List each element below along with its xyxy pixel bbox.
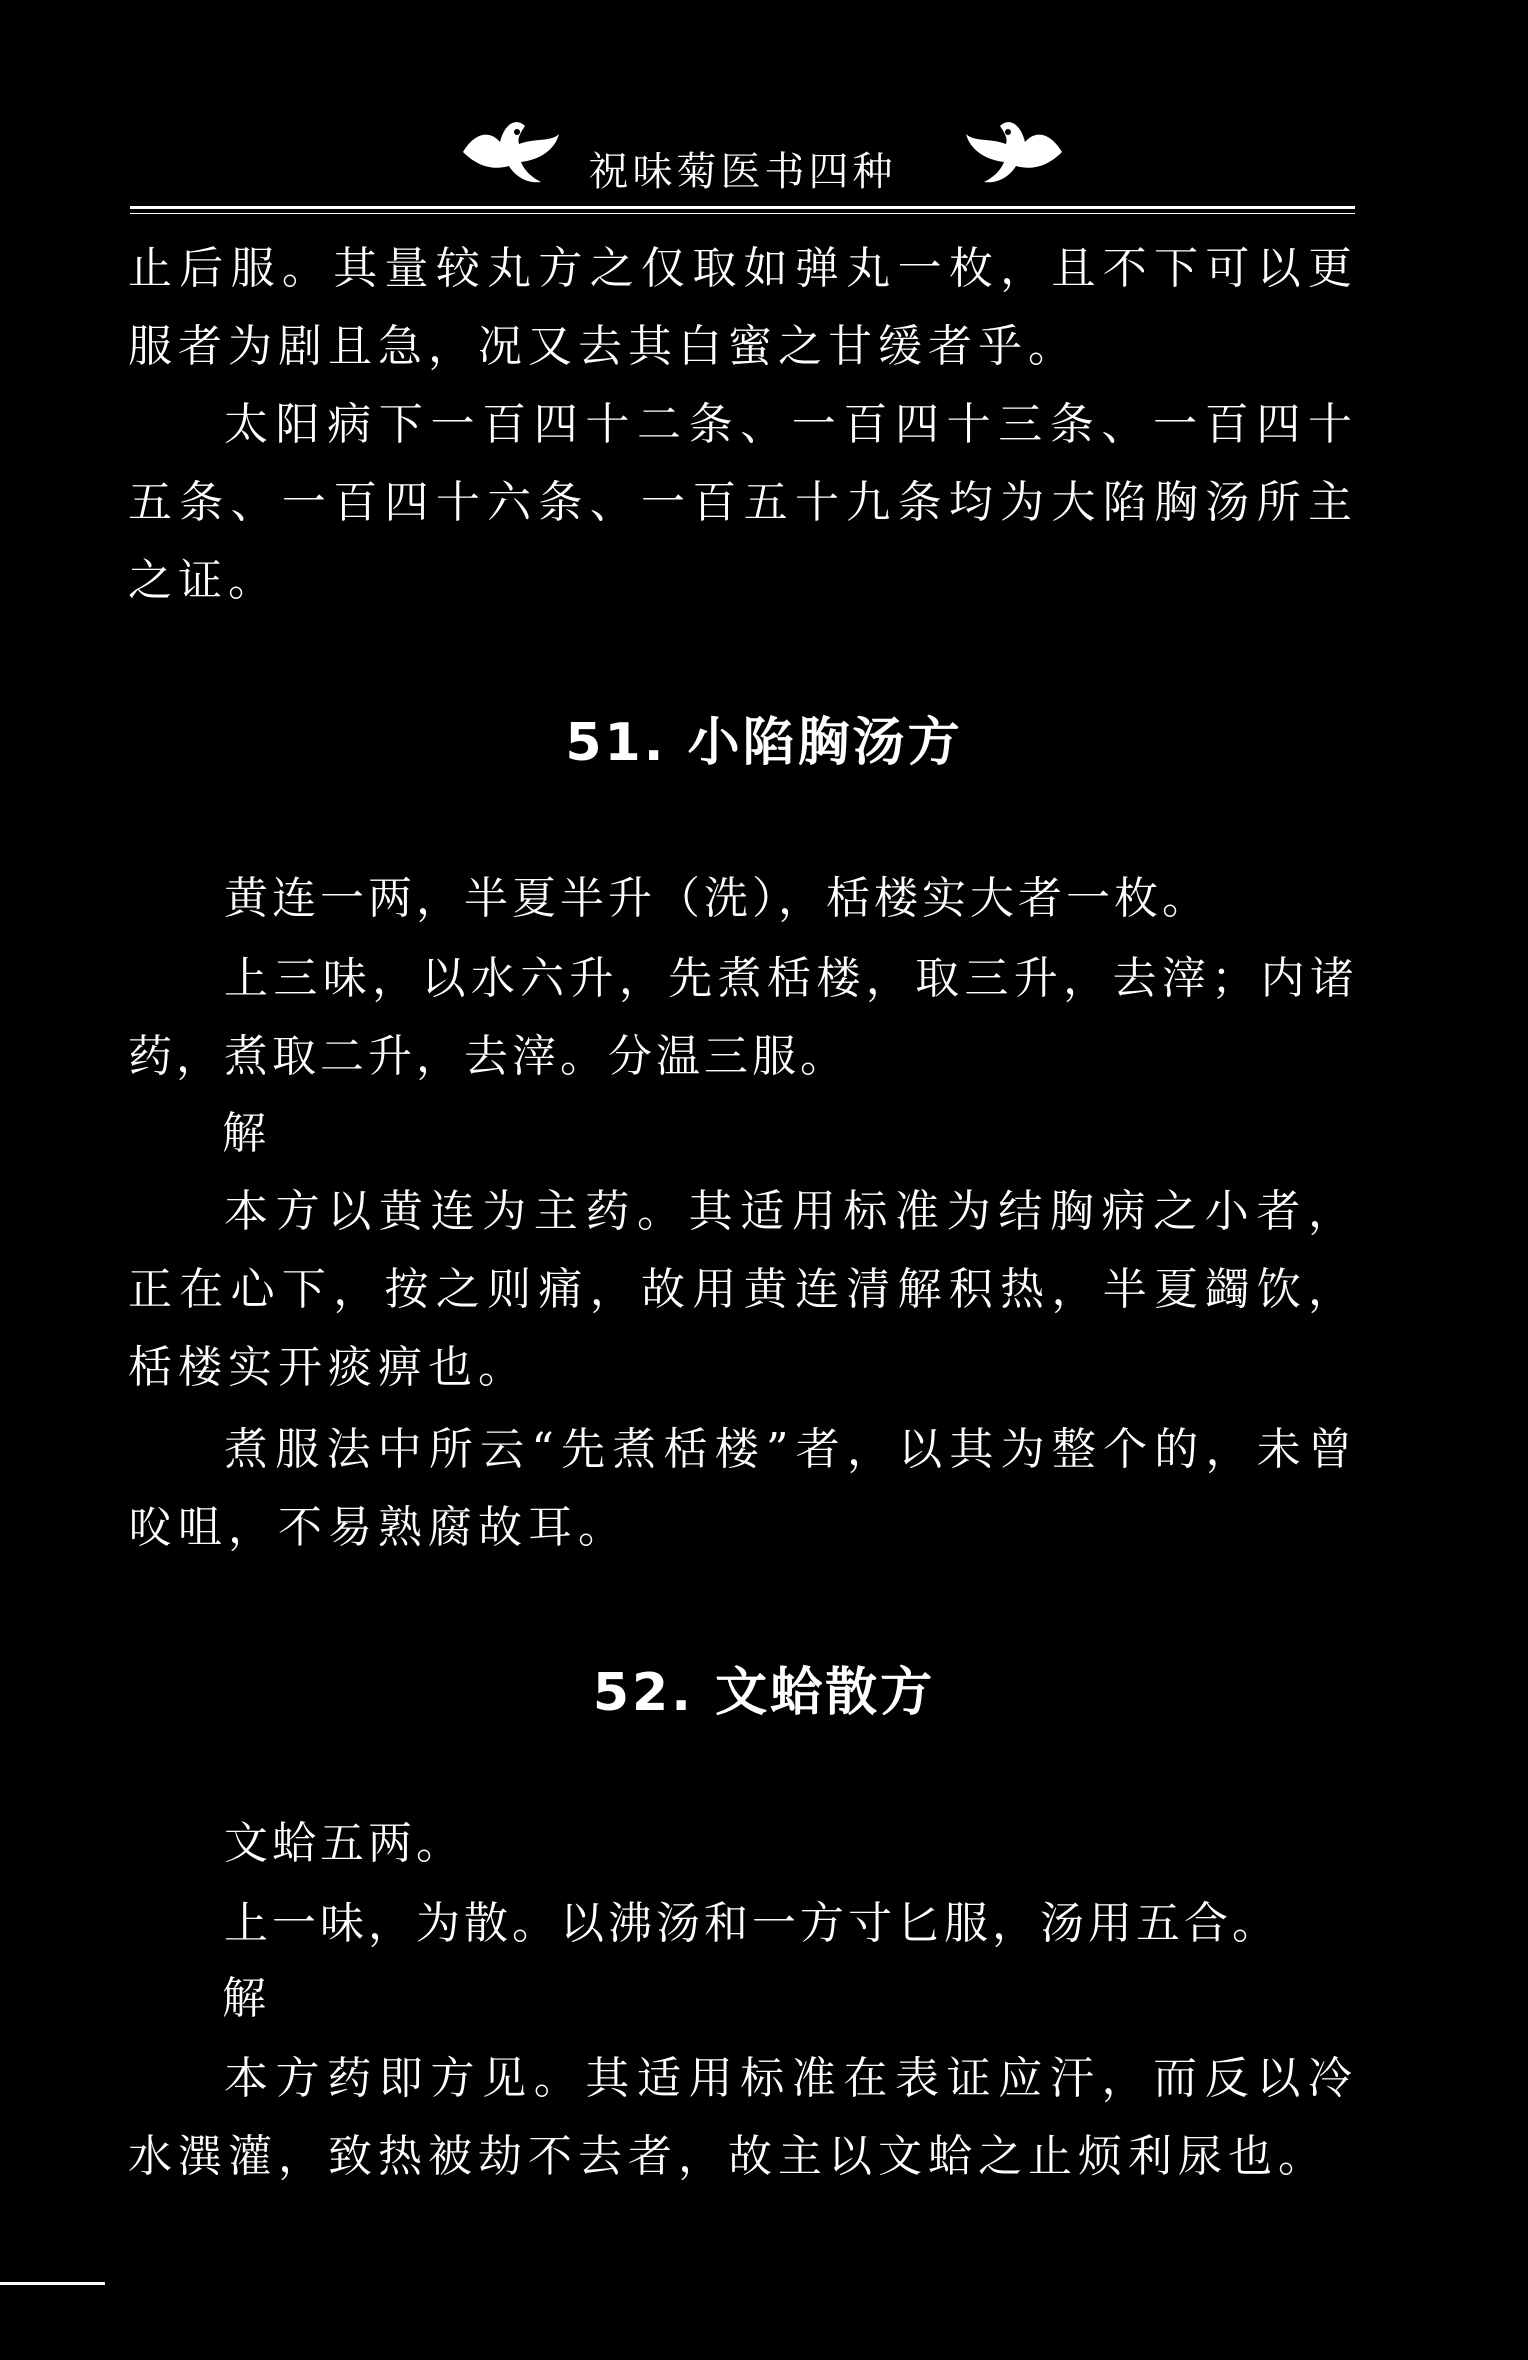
running-header: [130, 112, 1355, 207]
section-heading: 51. 小陷胸汤方: [565, 713, 963, 773]
method: 上一味，为散。以沸汤和一方寸匕服，汤用五合。: [224, 1898, 1280, 1949]
jie-label: 解: [222, 1973, 266, 2024]
method: 上三味，以水六升，先煮栝楼，取三升，去滓；内诸药，煮取二升，去滓。分温三服。: [128, 953, 1358, 1082]
explanation: 煮服法中所云“先煮栝楼”者，以其为整个的，未曾㕮咀，不易熟腐故耳。: [128, 1424, 1358, 1553]
section-heading: 52. 文蛤散方: [592, 1663, 936, 1723]
jie-label: 解: [222, 1108, 266, 1159]
ingredients: 文蛤五两。: [224, 1818, 464, 1869]
phoenix-ornament-icon: [960, 112, 1070, 190]
ingredients: 黄连一两，半夏半升（洗），栝楼实大者一枚。: [224, 873, 1210, 924]
header-rule-thin: [130, 213, 1355, 214]
paragraph: 止后服。其量较丸方之仅取如弹丸一枚，且不下可以更服者为剧且急，况又去其白蜜之甘缓者乎。: [128, 243, 1358, 372]
header-rule: [130, 206, 1355, 209]
explanation: 本方药即方见。其适用标准在表证应汗，而反以冷水潠灌，致热被劫不去者，故主以文蛤之止烦利尿也。: [128, 2053, 1358, 2182]
paragraph: 太阳病下一百四十二条、一百四十三条、一百四十五条、一百四十六条、一百五十九条均为大陷胸汤所主之证。: [128, 399, 1358, 606]
footer-rule: [0, 2282, 105, 2285]
explanation: 本方以黄连为主药。其适用标准为结胸病之小者，正在心下，按之则痛，故用黄连清解积热，半夏蠲饮，栝楼实开痰痹也。: [128, 1186, 1358, 1393]
book-title: 祝味菊医书四种: [588, 149, 897, 195]
